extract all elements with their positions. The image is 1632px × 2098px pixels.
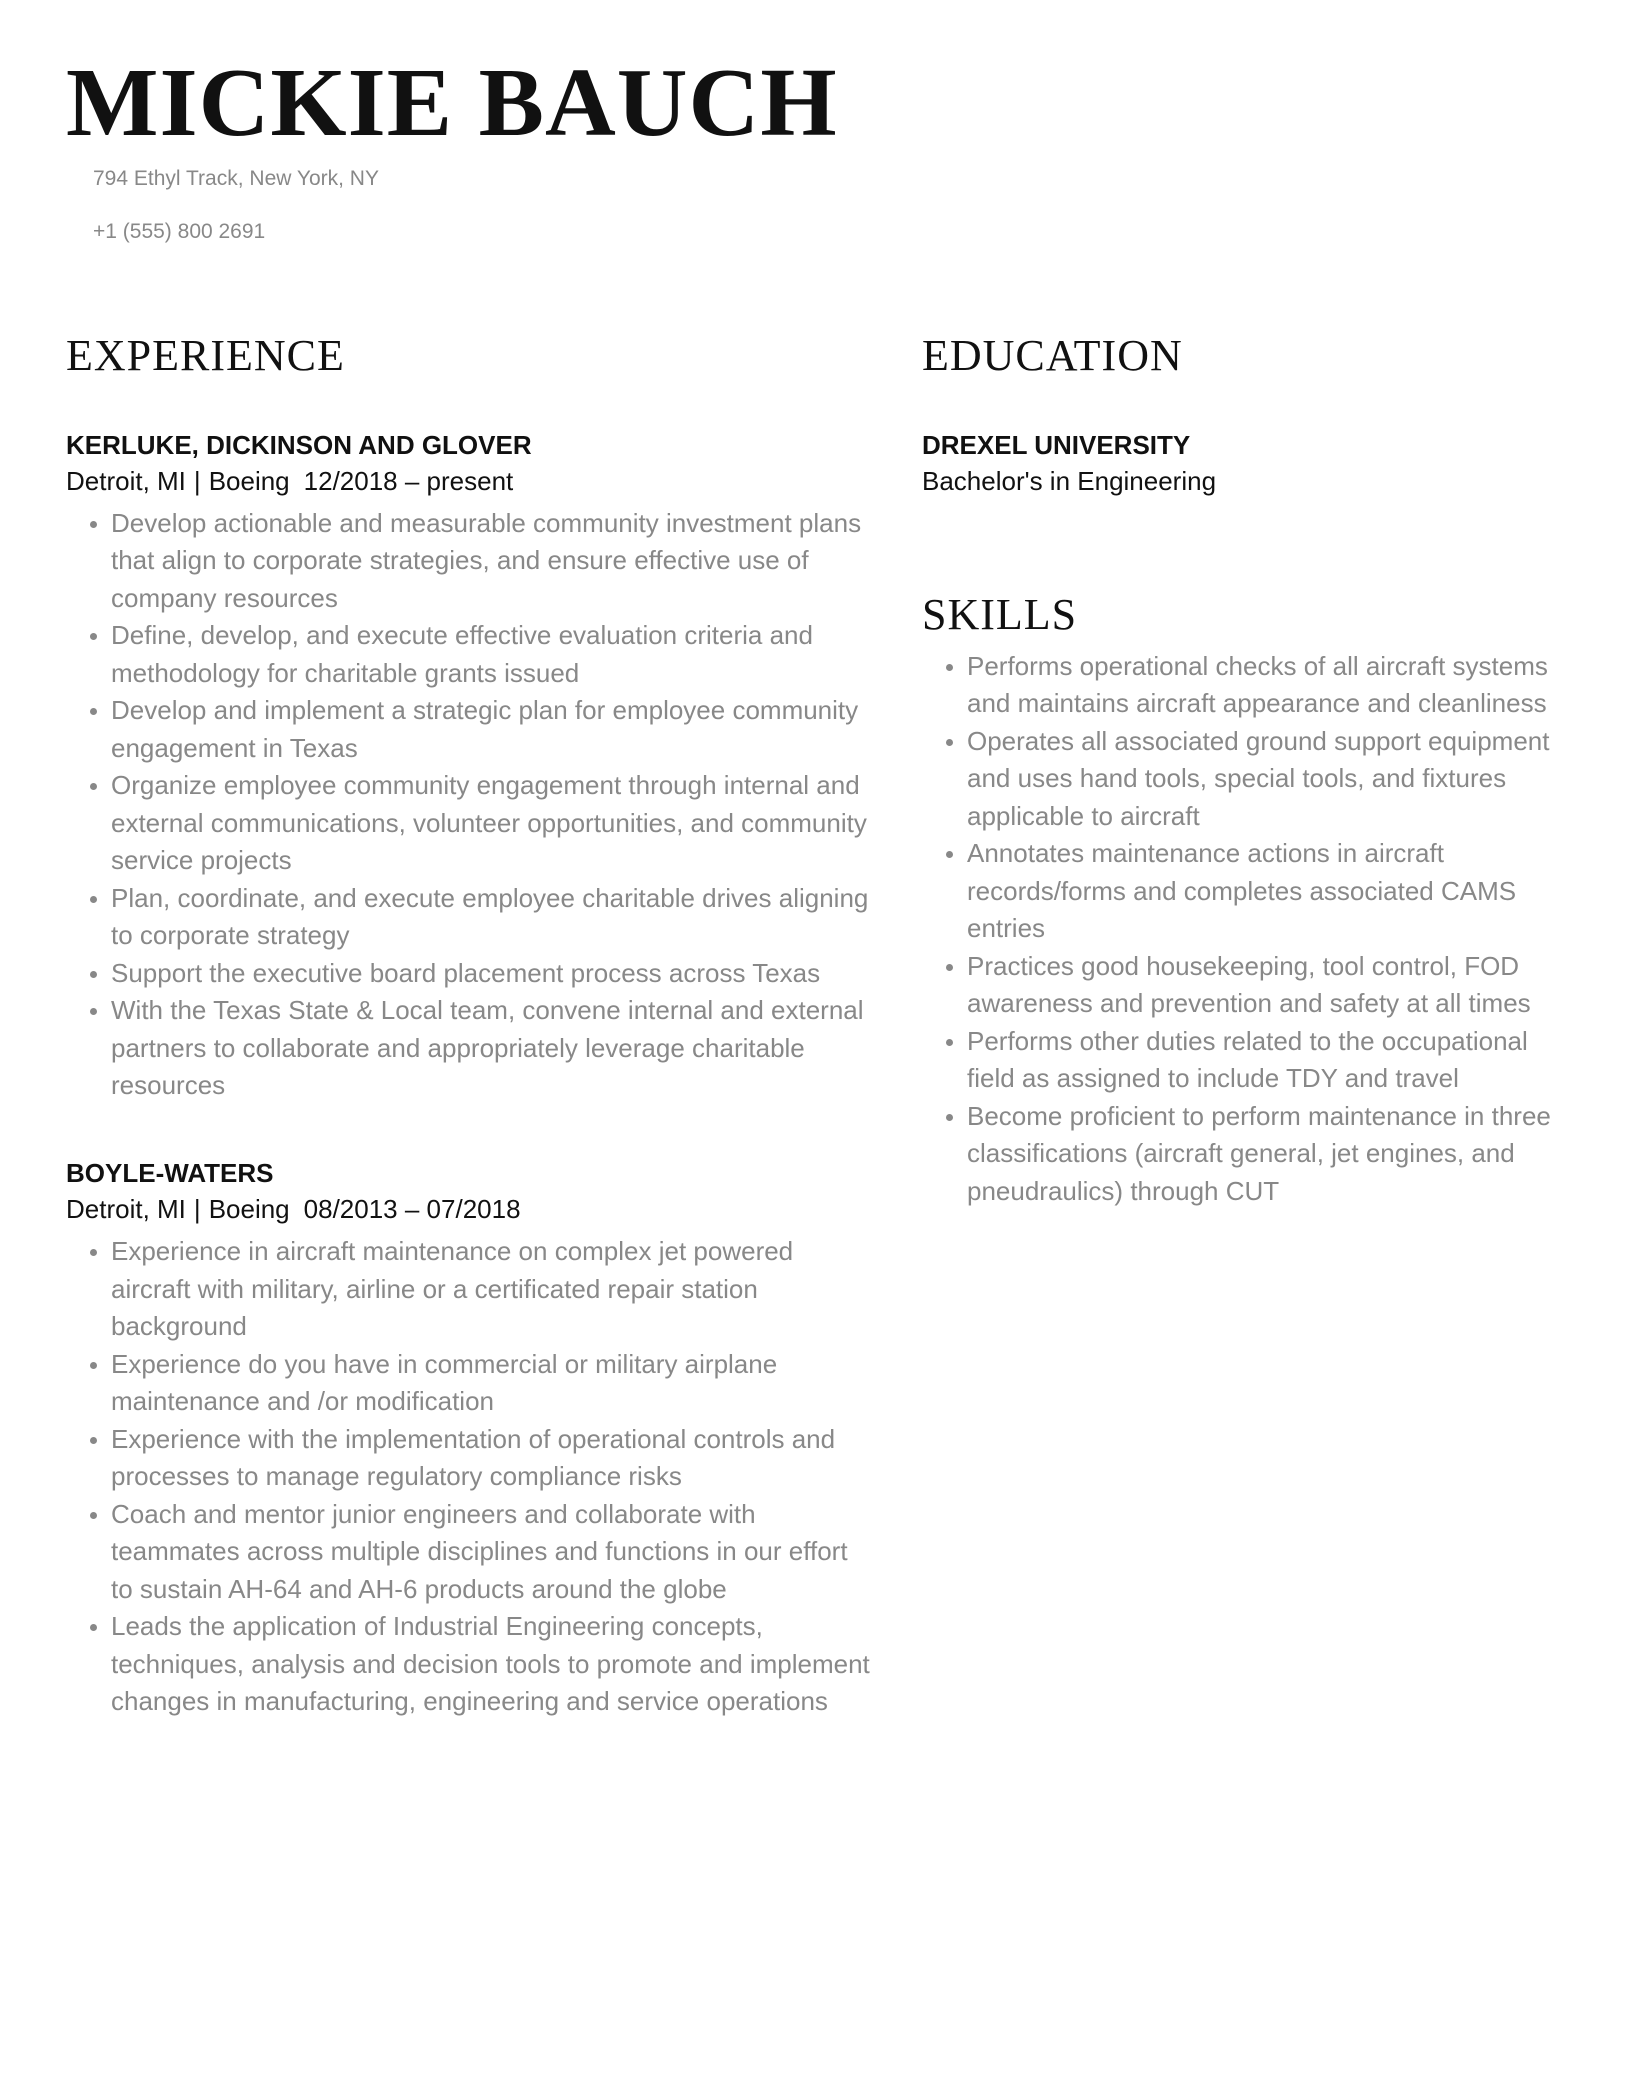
experience-section [66,330,876,1721]
list-item: Organize employee community engagement through internal and external communications, volunteer opportunities, and community service projects [111,767,876,880]
list-item: Develop actionable and measurable community investment plans that align to corporate strategies, and ensure effective use of company resources [111,505,876,618]
job-company: BOYLE-WATERS [66,1157,274,1188]
contact-phone: +1 (555) 800 2691 [93,220,266,243]
list-item: Experience do you have in commercial or military airplane maintenance and /or modification [111,1346,876,1421]
job-entry [66,1157,876,1721]
job-separator: | [193,1193,201,1224]
right-column [922,330,1572,1210]
job-employer: Boeing [208,1193,290,1224]
job-location: Detroit, MI [66,465,186,496]
candidate-name: MICKIE BAUCH [66,49,838,157]
list-item: Develop and implement a strategic plan for employee community engagement in Texas [111,692,876,767]
job-location: Detroit, MI [66,1193,186,1224]
list-item: Experience in aircraft maintenance on complex jet powered aircraft with military, airline or a certificated repair station background [111,1233,876,1346]
job-entry [66,429,876,1105]
education-degree: Bachelor's in Engineering [922,465,1217,496]
job-dates: 12/2018 – present [303,465,514,496]
education-school: DREXEL UNIVERSITY [922,429,1191,460]
list-item: Plan, coordinate, and execute employee charitable drives aligning to corporate strategy [111,880,876,955]
list-item: Operates all associated ground support equipment and uses hand tools, special tools, and fixtures applicable to aircraft [967,723,1572,836]
list-item: Practices good housekeeping, tool control, FOD awareness and prevention and safety at all times [967,948,1572,1023]
education-title: EDUCATION [922,331,1183,380]
job-meta [66,463,876,499]
list-item: Support the executive board placement process across Texas [111,955,876,993]
list-item: Experience with the implementation of operational controls and processes to manage regulatory compliance risks [111,1421,876,1496]
list-item: Performs other duties related to the occupational field as assigned to include TDY and travel [967,1023,1572,1098]
job-dates: 08/2013 – 07/2018 [303,1193,521,1224]
list-item: Coach and mentor junior engineers and collaborate with teammates across multiple disciplines and functions in our effort to sustain AH-64 and AH-6 products around the globe [111,1496,876,1609]
job-bullets [66,505,876,1105]
skills-title: SKILLS [922,589,1078,639]
experience-title: EXPERIENCE [66,331,345,380]
list-item: Define, develop, and execute effective evaluation criteria and methodology for charitable grants issued [111,617,876,692]
list-item: Leads the application of Industrial Engineering concepts, techniques, analysis and decision tools to promote and implement changes in manufacturing, engineering and service operations [111,1608,876,1721]
list-item: Become proficient to perform maintenance in three classifications (aircraft general, jet engines, and pneudraulics) through CUT [967,1098,1572,1211]
list-item: Annotates maintenance actions in aircraft records/forms and completes associated CAMS entries [967,835,1572,948]
job-employer: Boeing [208,465,290,496]
job-company: KERLUKE, DICKINSON AND GLOVER [66,429,532,460]
job-bullets [66,1233,876,1721]
job-meta [66,1191,876,1227]
job-separator: | [193,465,201,496]
skills-list [922,648,1572,1211]
contact-address: 794 Ethyl Track, New York, NY [93,167,379,190]
list-item: With the Texas State & Local team, convene internal and external partners to collaborate and appropriately leverage charitable resources [111,992,876,1105]
list-item: Performs operational checks of all aircraft systems and maintains aircraft appearance and cleanliness [967,648,1572,723]
